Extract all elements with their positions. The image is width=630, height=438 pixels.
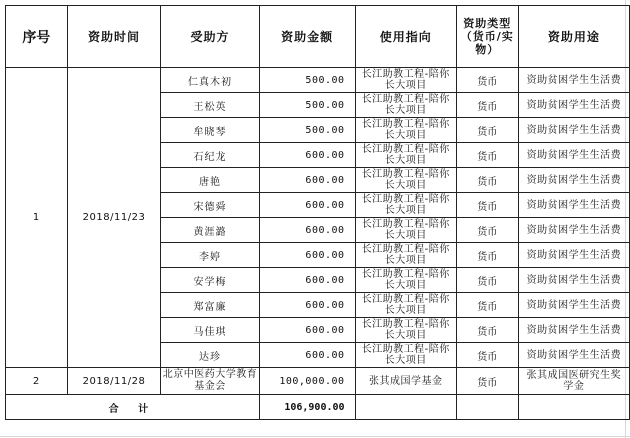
header-direction: 使用指向: [355, 6, 456, 68]
cell-direction-text: 长江助教工程-陪你长大项目: [361, 194, 450, 216]
cell-purpose-text: 资助贫困学生生活费: [526, 274, 622, 286]
cell-recipient: 唐艳: [161, 168, 259, 193]
cell-purpose: [518, 293, 629, 318]
cell-type: 货币: [456, 193, 518, 218]
cell-direction-text: 长江助教工程-陪你长大项目: [361, 294, 450, 316]
cell-direction: [355, 68, 456, 93]
cell-purpose-text: 资助贫困学生生活费: [526, 99, 622, 111]
cell-purpose-text: 资助贫困学生生活费: [526, 174, 622, 186]
cell-recipient: 黄涯潞: [161, 218, 259, 243]
cell-direction-text: 长江助教工程-陪你长大项目: [361, 319, 450, 341]
cell-direction: [355, 143, 456, 168]
cell-purpose: [518, 268, 629, 293]
cell-amount: 600.00: [259, 218, 355, 243]
cell-type: 货币: [456, 68, 518, 93]
cell-recipient: 宋德舜: [161, 193, 259, 218]
cell-purpose-text: 资助贫困学生生活费: [526, 149, 622, 161]
cell-purpose: [518, 368, 629, 395]
cell-direction-text: 长江助教工程-陪你长大项目: [361, 244, 450, 266]
cell-direction-text: 长江助教工程-陪你长大项目: [361, 69, 450, 91]
cell-type: 货币: [456, 268, 518, 293]
cell-purpose: [518, 318, 629, 343]
cell-direction: [355, 343, 456, 368]
cell-date: 2018/11/28: [67, 368, 161, 395]
cell-direction-text: 长江助教工程-陪你长大项目: [361, 94, 450, 116]
cell-direction: [355, 293, 456, 318]
cell-direction-text: 长江助教工程-陪你长大项目: [361, 144, 450, 166]
cell-direction-text: 张其成国学基金: [368, 375, 443, 387]
cell-type: 货币: [456, 368, 518, 395]
cell-type: 货币: [456, 343, 518, 368]
cell-recipient: 郑富廉: [161, 293, 259, 318]
sheet-gridline: [0, 436, 630, 437]
header-purpose: 资助用途: [518, 6, 629, 68]
cell-type: 货币: [456, 293, 518, 318]
cell-amount: 500.00: [259, 93, 355, 118]
header-type: 资助类型（货币/实物）: [456, 6, 518, 68]
cell-amount: 600.00: [259, 318, 355, 343]
cell-amount: 600.00: [259, 168, 355, 193]
cell-direction-text: 长江助教工程-陪你长大项目: [361, 344, 450, 366]
cell-seq: 2: [6, 368, 68, 395]
cell-empty: [518, 395, 629, 420]
cell-purpose: [518, 143, 629, 168]
cell-recipient: 北京中医药大学教育基金会: [161, 368, 259, 395]
header-seq: 序号: [6, 6, 68, 68]
cell-date: 2018/11/23: [67, 68, 161, 368]
table-row-group-2: [6, 368, 630, 395]
cell-amount: 600.00: [259, 193, 355, 218]
cell-purpose: [518, 243, 629, 268]
cell-direction-text: 长江助教工程-陪你长大项目: [361, 269, 450, 291]
cell-seq: 1: [6, 68, 68, 368]
cell-direction: [355, 218, 456, 243]
cell-type: 货币: [456, 118, 518, 143]
cell-direction: [355, 268, 456, 293]
cell-empty: [355, 395, 456, 420]
cell-amount: 100,000.00: [259, 368, 355, 395]
donation-table: [5, 5, 630, 420]
cell-purpose: [518, 193, 629, 218]
cell-purpose-text: 资助贫困学生生活费: [526, 124, 622, 136]
cell-purpose: [518, 68, 629, 93]
cell-purpose: [518, 118, 629, 143]
cell-purpose-text: 资助贫困学生生活费: [526, 74, 622, 86]
cell-amount: 600.00: [259, 143, 355, 168]
cell-purpose: [518, 218, 629, 243]
total-amount: 106,900.00: [259, 395, 355, 420]
cell-purpose-text: 资助贫困学生生活费: [526, 349, 622, 361]
cell-recipient: 达珍: [161, 343, 259, 368]
cell-purpose-text: 资助贫困学生生活费: [526, 249, 622, 261]
header-date: 资助时间: [67, 6, 161, 68]
cell-purpose-text: 资助贫困学生生活费: [526, 324, 622, 336]
cell-recipient: 仁真木初: [161, 68, 259, 93]
cell-amount: 500.00: [259, 118, 355, 143]
cell-type: 货币: [456, 168, 518, 193]
cell-direction: [355, 243, 456, 268]
cell-empty: [456, 395, 518, 420]
cell-direction: [355, 318, 456, 343]
cell-amount: 600.00: [259, 343, 355, 368]
cell-purpose-text: 资助贫困学生生活费: [526, 299, 622, 311]
cell-direction: [355, 93, 456, 118]
cell-purpose-text: 张其成国医研究生奖学金: [526, 370, 622, 392]
cell-recipient: 王松英: [161, 93, 259, 118]
cell-direction-text: 长江助教工程-陪你长大项目: [361, 219, 450, 241]
cell-direction-text: 长江助教工程-陪你长大项目: [361, 119, 450, 141]
cell-direction: [355, 368, 456, 395]
header-recipient: 受助方: [161, 6, 259, 68]
cell-type: 货币: [456, 143, 518, 168]
cell-amount: 600.00: [259, 293, 355, 318]
table-row: [6, 68, 630, 93]
cell-direction-text: 长江助教工程-陪你长大项目: [361, 169, 450, 191]
cell-direction: [355, 193, 456, 218]
cell-direction: [355, 168, 456, 193]
cell-purpose: [518, 343, 629, 368]
table-row-total: [6, 395, 630, 420]
cell-purpose: [518, 168, 629, 193]
total-label: 合 计: [6, 395, 260, 420]
cell-recipient: 石纪龙: [161, 143, 259, 168]
cell-recipient: 安学梅: [161, 268, 259, 293]
cell-recipient: 马佳琪: [161, 318, 259, 343]
cell-amount: 600.00: [259, 243, 355, 268]
cell-purpose: [518, 93, 629, 118]
cell-amount: 500.00: [259, 68, 355, 93]
cell-direction: [355, 118, 456, 143]
cell-purpose-text: 资助贫困学生生活费: [526, 199, 622, 211]
header-amount: 资助金额: [259, 6, 355, 68]
cell-amount: 600.00: [259, 268, 355, 293]
cell-recipient: 牟晓琴: [161, 118, 259, 143]
cell-purpose-text: 资助贫困学生生活费: [526, 224, 622, 236]
cell-type: 货币: [456, 318, 518, 343]
cell-type: 货币: [456, 243, 518, 268]
cell-type: 货币: [456, 218, 518, 243]
cell-recipient: 李婷: [161, 243, 259, 268]
header-row: [6, 6, 630, 68]
cell-type: 货币: [456, 93, 518, 118]
